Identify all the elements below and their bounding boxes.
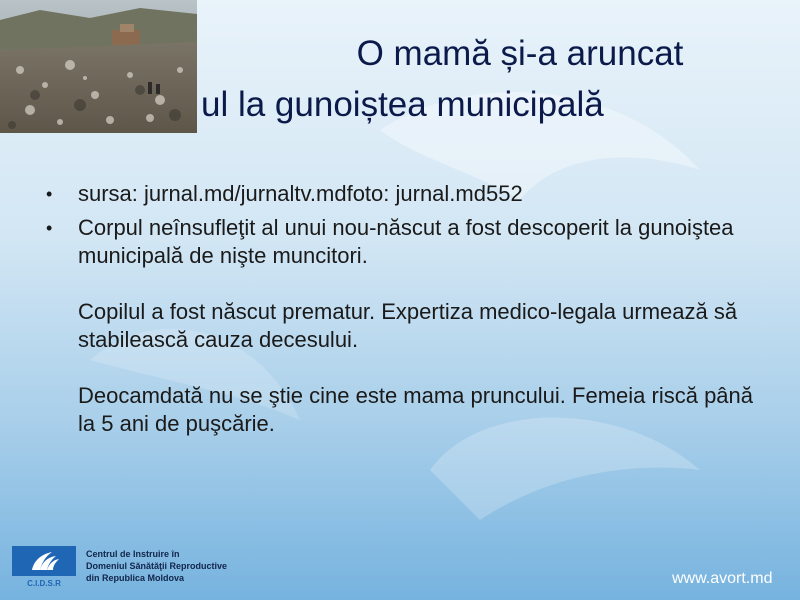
- bullet-dot-icon: •: [46, 184, 53, 204]
- bullet-item: [46, 180, 766, 208]
- org-line: din Republica Moldova: [86, 573, 185, 583]
- bullet-paragraph: Deocamdată nu se ştie cine este mama pruncului. Femeia riscă până la 5 ani de puşcărie.: [78, 383, 754, 436]
- slide-body: [46, 180, 766, 444]
- bullet-dot-icon: •: [46, 218, 53, 238]
- bullet-text: [78, 180, 766, 208]
- landfill-photo: [0, 0, 197, 133]
- org-line: Domeniul Sănătăţii Reproductive: [86, 561, 228, 571]
- title-line-1: O mamă și-a aruncat: [356, 34, 684, 73]
- website-url[interactable]: www.avort.md: [672, 570, 773, 587]
- logo-text: C.I.D.S.R: [27, 579, 61, 588]
- bullet-paragraph: sursa: jurnal.md/jurnaltv.mdfoto: jurnal.md552: [78, 181, 523, 206]
- title-line-2: ul la gunoiștea municipală: [201, 85, 604, 124]
- bullet-item: [46, 214, 766, 438]
- bullet-paragraph: Corpul neînsufleţit al unui nou-născut a fost descoperit la gunoiştea municipală de nişte muncitori.: [78, 215, 734, 268]
- org-line: Centrul de Instruire în: [86, 549, 180, 559]
- slide-title: [200, 28, 790, 130]
- organization-name: [86, 548, 227, 584]
- cidsr-logo: [12, 546, 76, 588]
- bullet-paragraph: Copilul a fost născut prematur. Expertiza medico-legala urmează să stabilească cauza decesului.: [78, 299, 738, 352]
- bullet-text: [78, 214, 766, 438]
